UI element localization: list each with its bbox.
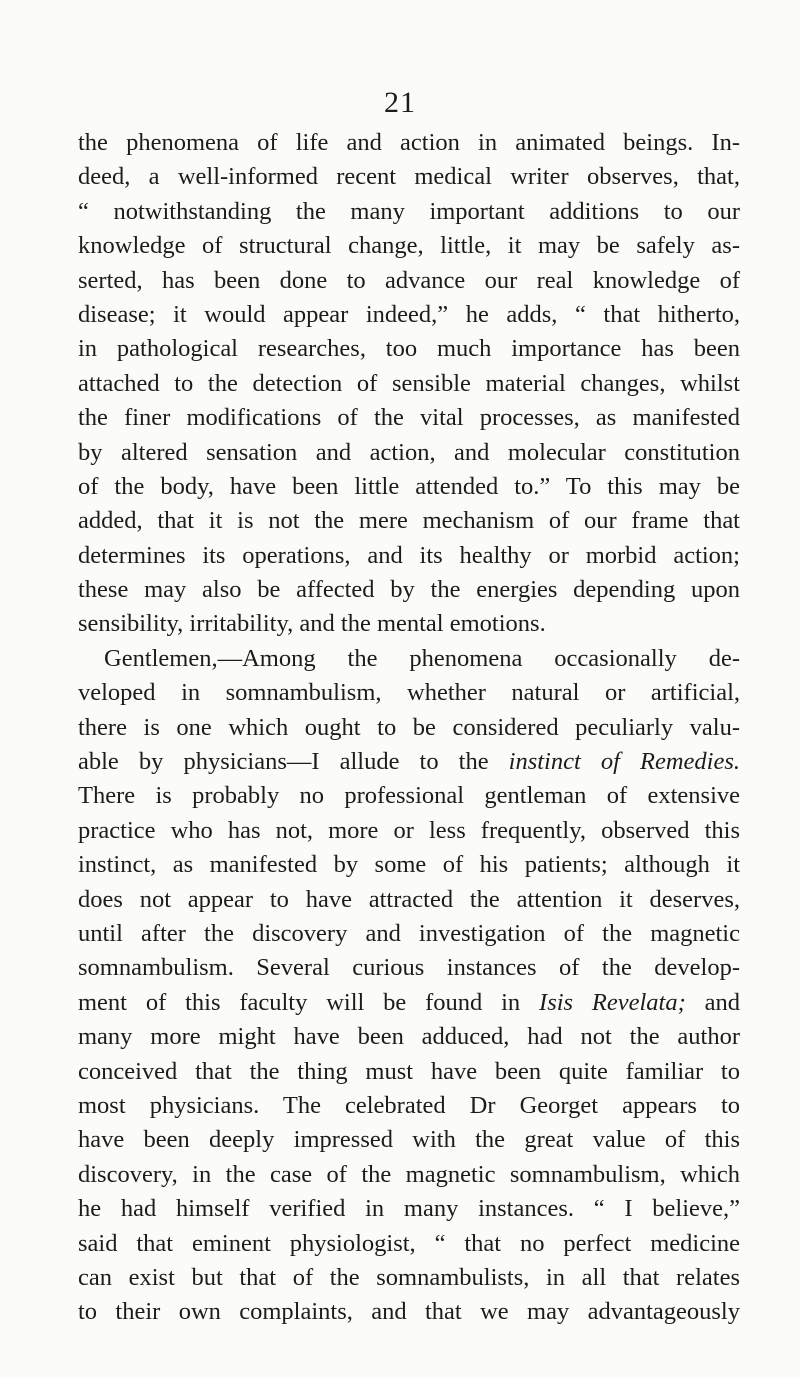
text-line: the finer modifications of the vital processes, as manifested	[78, 404, 740, 432]
text-line: does not appear to have attracted the attention it deserves,	[78, 885, 740, 913]
text-line: deed, a well-informed recent medical writer observes, that,	[78, 163, 740, 191]
text-line: discovery, in the case of the magnetic somnambulism, which	[78, 1160, 740, 1188]
text-line	[78, 986, 740, 1020]
text-line: by altered sensation and action, and molecular constitution	[78, 438, 740, 466]
text-line: “ notwithstanding the many important additions to our	[78, 197, 740, 225]
text-line: have been deeply impressed with the great value of this	[78, 1126, 740, 1154]
text-line	[78, 745, 740, 779]
text-line: most physicians. The celebrated Dr Georget appears to	[78, 1091, 740, 1119]
text-line: these may also be affected by the energies depending upon	[78, 576, 740, 604]
text-line: of the body, have been little attended to.” To this may be	[78, 472, 740, 500]
text-line: he had himself verified in many instances. “ I believe,”	[78, 1195, 740, 1223]
text-line: veloped in somnambulism, whether natural or artificial,	[78, 679, 740, 707]
text-line: many more might have been adduced, had not the author	[78, 1023, 740, 1051]
text-run: able by physicians—I allude to the	[78, 748, 509, 776]
text-line: to their own complaints, and that we may advantageously	[78, 1298, 740, 1326]
text-line: until after the discovery and investigation of the magnetic	[78, 919, 740, 947]
text-line: attached to the detection of sensible material changes, whilst	[78, 369, 740, 397]
text-line: conceived that the thing must have been quite familiar to	[78, 1057, 740, 1085]
text-line: can exist but that of the somnambulists, in all that relates	[78, 1263, 740, 1291]
italic-phrase: instinct of Remedies.	[508, 748, 740, 776]
text-line: disease; it would appear indeed,” he adds, “ that hitherto,	[78, 300, 740, 328]
text-line: somnambulism. Several curious instances of the develop-	[78, 954, 740, 982]
text-line: There is probably no professional gentleman of extensive	[78, 782, 740, 810]
text-line: determines its operations, and its healthy or morbid action;	[78, 541, 740, 569]
text-line: Gentlemen,—Among the phenomena occasionally de-	[104, 644, 740, 672]
text-line: serted, has been done to advance our real knowledge of	[78, 266, 740, 294]
text-line: said that eminent physiologist, “ that no perfect medicine	[78, 1229, 740, 1257]
text-line: in pathological researches, too much importance has been	[78, 335, 740, 363]
text-line: knowledge of structural change, little, it may be safely as-	[78, 232, 740, 260]
italic-title: Isis Revelata;	[539, 988, 686, 1016]
text-line: sensibility, irritability, and the mental emotions.	[78, 610, 546, 638]
page-number: 21	[384, 86, 416, 119]
text-line: added, that it is not the mere mechanism of our frame that	[78, 507, 740, 535]
text-line: practice who has not, more or less frequently, observed this	[78, 816, 740, 844]
body-text	[78, 126, 740, 1330]
text-line: instinct, as manifested by some of his patients; although it	[78, 851, 740, 879]
text-run: ment of this faculty will be found in	[78, 988, 540, 1016]
text-line: the phenomena of life and action in animated beings. In-	[78, 129, 740, 156]
text-line: there is one which ought to be considered peculiarly valu-	[78, 713, 740, 741]
text-run: and	[685, 988, 740, 1016]
